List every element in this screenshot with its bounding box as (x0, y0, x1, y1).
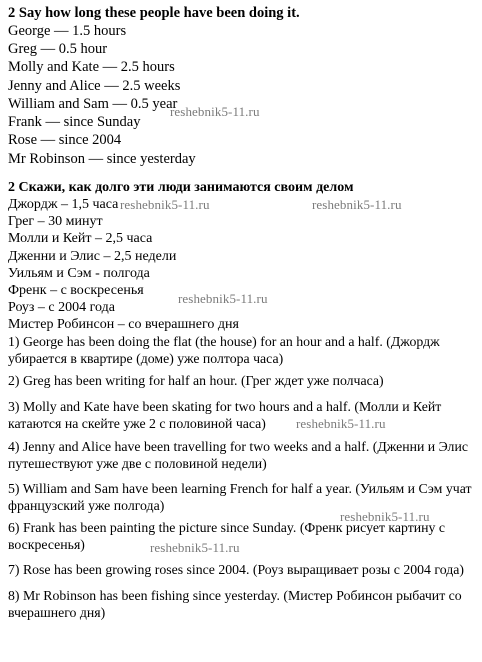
watermark: reshebnik5-11.ru (170, 104, 260, 119)
english-line: William and Sam — 0.5 year (8, 96, 178, 112)
watermark: reshebnik5-11.ru (178, 291, 268, 306)
answer-paragraph: 8) Mr Robinson has been fishing since yesterday. (Мистер Робинсон рыбачит со вчерашнего дня) (8, 588, 462, 620)
answer-paragraph: 4) Jenny and Alice have been travelling for two weeks and a half. (Дженни и Элис путешествуют уже две с половиной недели) (8, 439, 468, 471)
russian-line: Уильям и Сэм - полгода (8, 266, 150, 281)
russian-line: Роуз – с 2004 года (8, 300, 115, 315)
answer-paragraph: 5) William and Sam have been learning French for half a year. (Уильям и Сэм учат французский уже полгода) (8, 481, 472, 513)
answer-paragraph: 3) Molly and Kate have been skating for two hours and a half. (Молли и Кейт катаются на скейте уже 2 с половиной часа) (8, 399, 442, 431)
russian-line: Мистер Робинсон – со вчерашнего дня (8, 317, 239, 332)
watermark: reshebnik5-11.ru (340, 509, 430, 524)
english-line: George — 1.5 hours (8, 23, 127, 39)
russian-line: Джордж – 1,5 часа (8, 197, 119, 212)
english-line: Mr Robinson — since yesterday (8, 151, 196, 167)
answer-paragraph: 2) Greg has been writing for half an hour. (Грег ждет уже полчаса) (8, 373, 384, 388)
answer-paragraph: 6) Frank has been painting the picture since Sunday. (Френк рисует картину с воскресенья) (8, 520, 446, 552)
russian-line: Грег – 30 минут (8, 214, 103, 229)
answer-paragraph: 1) George has been doing the flat (the house) for an hour and a half. (Джордж убирается в квартире (доме) уже полтора часа) (8, 334, 440, 366)
russian-line: Молли и Кейт – 2,5 часа (8, 231, 153, 246)
watermark: reshebnik5-11.ru (150, 540, 240, 555)
russian-line: Дженни и Элис – 2,5 недели (8, 249, 177, 264)
answer-paragraph: 7) Rose has been growing roses since 2004. (Роуз выращивает розы с 2004 года) (8, 562, 464, 577)
english-line: Jenny and Alice — 2.5 weeks (8, 78, 181, 94)
english-line: Molly and Kate — 2.5 hours (8, 59, 175, 75)
watermark: reshebnik5-11.ru (120, 197, 210, 212)
english-line: Rose — since 2004 (8, 132, 122, 148)
english-line: Greg — 0.5 hour (8, 41, 108, 57)
watermark: reshebnik5-11.ru (312, 197, 402, 212)
english-line: Frank — since Sunday (8, 114, 141, 130)
russian-line: Френк – с воскресенья (8, 283, 144, 298)
english-heading: 2 Say how long these people have been doing it. (8, 5, 300, 21)
russian-heading: 2 Скажи, как долго эти люди занимаются своим делом (8, 180, 354, 195)
watermark: reshebnik5-11.ru (296, 416, 386, 431)
